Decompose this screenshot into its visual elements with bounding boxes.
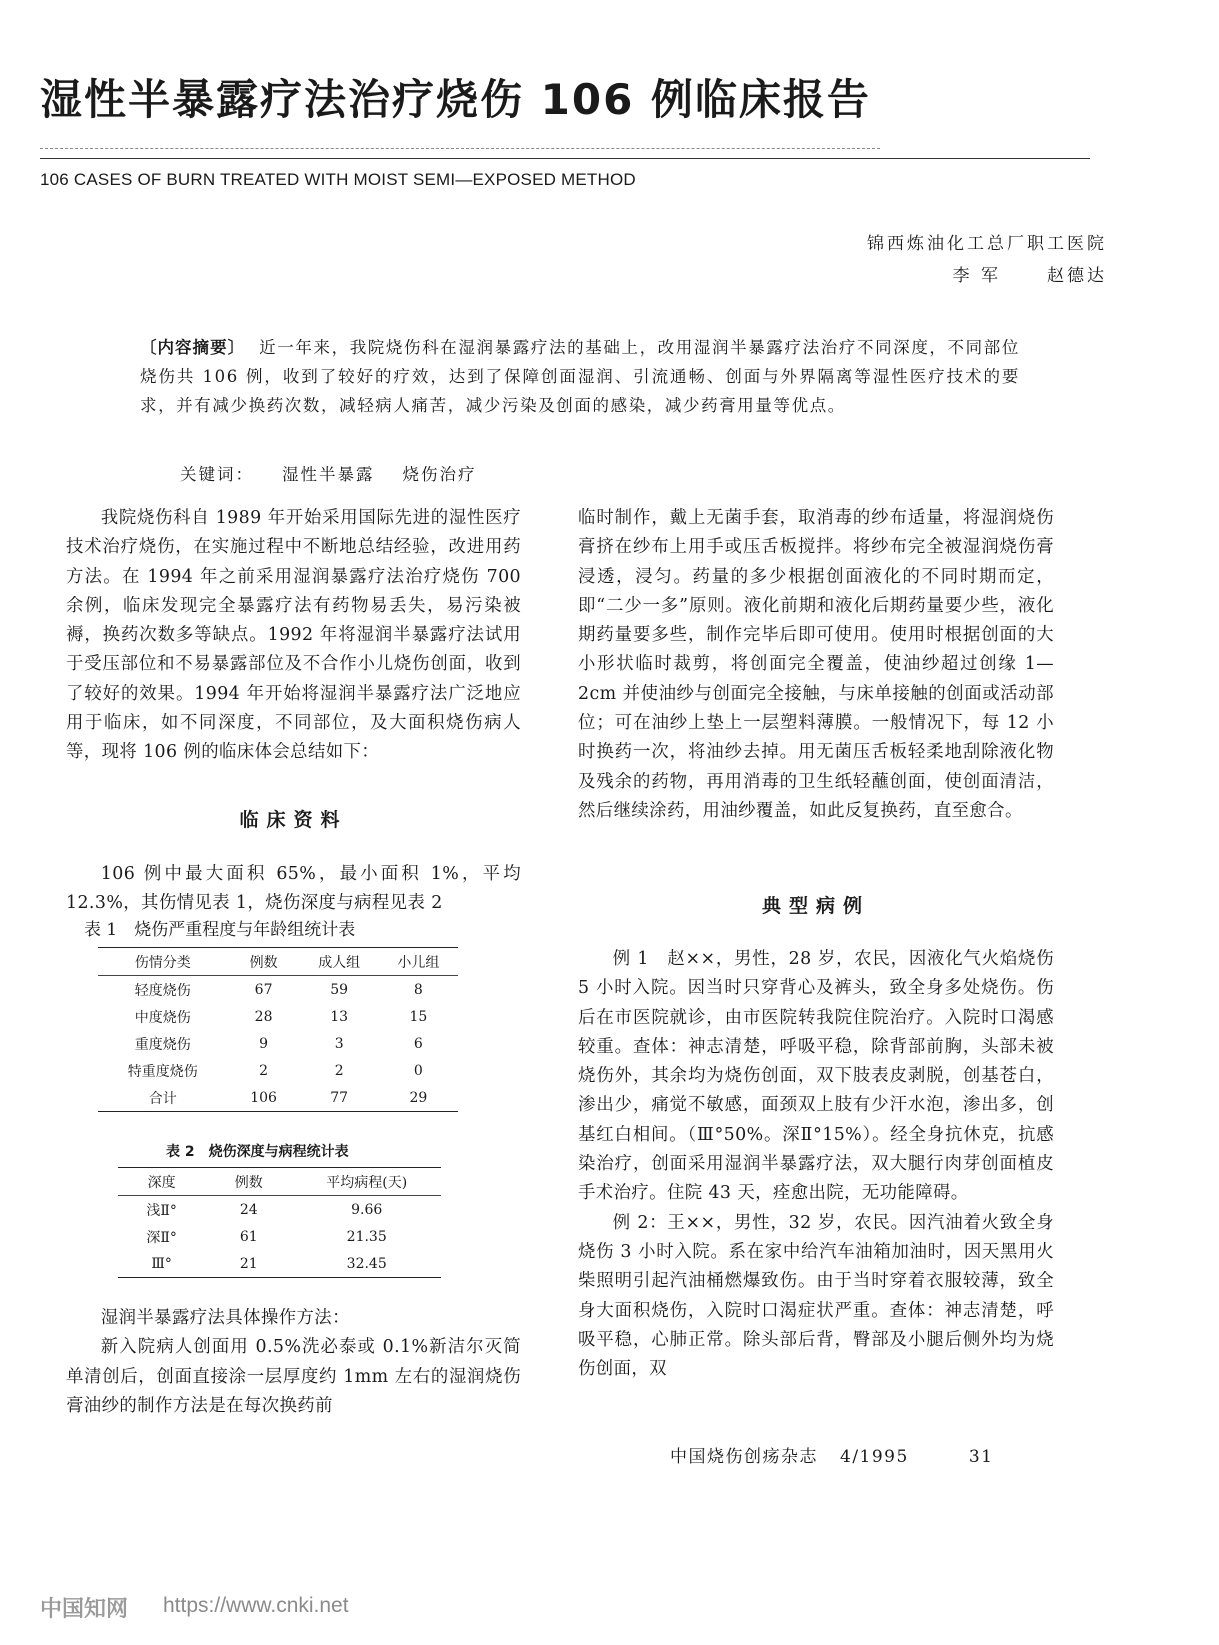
abstract-label: 〔内容摘要〕 [140,338,246,357]
table-cell: Ⅲ° [151,1255,172,1272]
table-cell: 中度烧伤 [134,1009,191,1026]
table-row [98,1003,458,1030]
header-rule [40,158,1090,159]
abstract-text: 近一年来，我院烧伤科在湿润暴露疗法的基础上，改用湿润半暴露疗法治疗不同深度，不同部位烧伤共 106 例，收到了较好的疗效，达到了保障创面湿润、引流通畅、创面与外界隔离等湿性医疗技术的要求，并有减少换药次数，减轻病人痛苦，减少污染及创面的感染，减少药膏用量等优点。 [140,338,1021,415]
table2 [118,1167,441,1278]
affiliation: 锦西炼油化工总厂职工医院 [867,234,1107,254]
table-cell: 13 [330,1008,349,1025]
table1-header: 例数 [249,954,278,971]
table1-header: 伤情分类 [134,954,191,971]
table-row [98,1030,458,1057]
table-cell: 15 [409,1008,428,1025]
cnki-url[interactable]: https://www.cnki.net [163,1594,349,1617]
right-procedure [578,504,1054,826]
table-cell: 61 [239,1228,258,1245]
case-2: 例 2：王××，男性，32 岁，农民。因汽油着火致全身烧伤 3 小时入院。系在家中给汽车油箱加油时，因天黑用火柴照明引起汽油桶燃爆致伤。由于当时穿着衣服较薄，致全身大面积烧伤，入院时口渴症状严重。查体：神志清楚，呼吸平稳，心肺正常。除头部后背，臀部及小腿后侧外均为烧伤创面，双 [578,1212,1054,1380]
table-cell: 重度烧伤 [134,1036,191,1053]
table-cell: 合计 [148,1090,177,1107]
table-row [98,1084,458,1112]
table2-caption: 表 2 烧伤深度与病程统计表 [166,1144,349,1160]
table-cell: 轻度烧伤 [134,982,191,999]
section-heading-clinical-data: 临床资料 [239,809,348,831]
issue: 4/1995 [840,1447,909,1467]
table-cell: 8 [413,981,423,998]
table-cell: 106 [250,1089,277,1106]
header-dashed-rule [40,148,880,149]
method-paragraph: 新入院病人创面用 0.5%洗必泰或 0.1%新洁尔灭简单清创后，创面直接涂一层厚度约 1mm 左右的湿润烧伤膏油纱的制作方法是在每次换药前 [66,1337,521,1416]
table1 [98,947,458,1112]
table-cell: 29 [409,1089,428,1106]
page-number: 31 [968,1447,994,1467]
journal-name: 中国烧伤创疡杂志 [670,1447,818,1467]
table-cell: 24 [239,1201,258,1218]
section-heading-typical-cases: 典型病例 [761,895,870,917]
method-title: 湿润半暴露疗法具体操作方法： [100,1308,350,1328]
table-cell: 59 [330,981,349,998]
left-intro [66,504,521,768]
table-cell: 2 [259,1062,269,1079]
authors [953,264,1107,288]
cases [578,945,1054,1384]
table-cell: 21.35 [346,1228,387,1245]
table-cell: 3 [334,1035,344,1052]
table-cell: 0 [413,1062,423,1079]
table-cell: 67 [254,981,273,998]
article-title: 湿性半暴露疗法治疗烧伤 106 例临床报告 [40,75,871,124]
table-cell: 28 [254,1008,273,1025]
cnki-logo: 中国知网 [40,1597,129,1622]
clinical-data-paragraph: 106 例中最大面积 65%，最小面积 1%，平均 12.3%，其伤情见表 1，烧伤深度与病程见表 2 [66,864,521,914]
table-cell: 9.66 [351,1201,383,1218]
table-cell: 浅Ⅱ° [146,1202,177,1219]
author-2: 赵德达 [1047,266,1107,286]
table-cell: 21 [239,1255,258,1272]
table2-header: 深度 [147,1174,176,1191]
table-cell: 深Ⅱ° [146,1229,177,1246]
table-row [118,1196,441,1224]
table2-header: 例数 [234,1174,263,1191]
table1-header: 小儿组 [397,954,440,971]
method-section [66,1304,521,1421]
table-row [98,976,458,1004]
english-title: 106 CASES OF BURN TREATED WITH MOIST SEMI—EXPOSED METHOD [40,170,636,189]
keyword-2: 烧伤治疗 [402,465,477,484]
table2-header-row [118,1168,441,1196]
table1-header-row [98,948,458,976]
procedure-paragraph: 临时制作，戴上无菌手套，取消毒的纱布适量，将湿润烧伤膏挤在纱布上用手或压舌板搅拌。将纱布完全被湿润烧伤膏浸透，浸匀。药量的多少根据创面液化的不同时期而定，即“二少一多”原则。液化前期和液化后期药量要少些，液化期药量要多些，制作完毕后即可使用。使用时根据创面的大小形状临时裁剪，将创面完全覆盖，使油纱超过创缘 1—2cm 并使油纱与创面完全接触，与床单接触的创面或活动部位；可在油纱上垫上一层塑料薄膜。一般情况下，每 12 小时换药一次，将油纱去掉。用无菌压舌板轻柔地刮除液化物及残余的药物，再用消毒的卫生纸轻蘸创面，使创面清洁，然后继续涂药，用油纱覆盖，如此反复换药，直至愈合。 [578,508,1054,821]
table-row [118,1223,441,1250]
intro-paragraph: 我院烧伤科自 1989 年开始采用国际先进的湿性医疗技术治疗烧伤，在实施过程中不断地总结经验，改进用药方法。在 1994 年之前采用湿润暴露疗法治疗烧伤 700 余例，临床发现完全暴露疗法有药物易丢失，易污染被褥，换药次数多等缺点。1992 年将湿润半暴露疗法试用于受压部位和不易暴露部位及不合作小儿烧伤创面，收到了较好的效果。1994 年开始将湿润半暴露疗法广泛地应用于临床，如不同深度，不同部位，及大面积烧伤病人等，现将 106 例的临床体会总结如下： [66,508,521,763]
author-1: 李 军 [952,266,1001,286]
keywords [180,463,477,487]
table-cell: 6 [413,1035,423,1052]
table-cell: 9 [259,1035,269,1052]
table-cell: 77 [330,1089,349,1106]
abstract [140,333,1020,420]
table-cell: 2 [334,1062,344,1079]
table-cell: 32.45 [346,1255,387,1272]
table-row [118,1250,441,1278]
keywords-label: 关键词： [180,465,254,484]
table1-caption: 表 1 烧伤严重程度与年龄组统计表 [84,920,356,940]
page-footer [670,1445,993,1469]
table2-header: 平均病程(天) [326,1174,408,1191]
case-1: 例 1 赵××，男性，28 岁，农民，因液化气火焰烧伤 5 小时入院。因当时只穿背心及裤头，致全身多处烧伤。伤后在市医院就诊，由市医院转我院住院治疗。入院时口渴感较重。查体：神志清楚，呼吸平稳，除背部前胸，头部未被烧伤外，其余均为烧伤创面，双下肢表皮剥脱，创基苍白，渗出少，痛觉不敏感，面颈双上肢有少汗水泡，渗出多，创基红白相间。（Ⅲ°50%。深Ⅱ°15%）。经全身抗休克，抗感染治疗，创面采用湿润半暴露疗法，双大腿行肉芽创面植皮手术治疗。住院 43 天，痊愈出院，无功能障碍。 [578,949,1054,1204]
table-row [98,1057,458,1084]
table1-header: 成人组 [318,954,361,971]
table-cell: 特重度烧伤 [127,1063,198,1080]
keyword-1: 湿性半暴露 [282,465,375,484]
